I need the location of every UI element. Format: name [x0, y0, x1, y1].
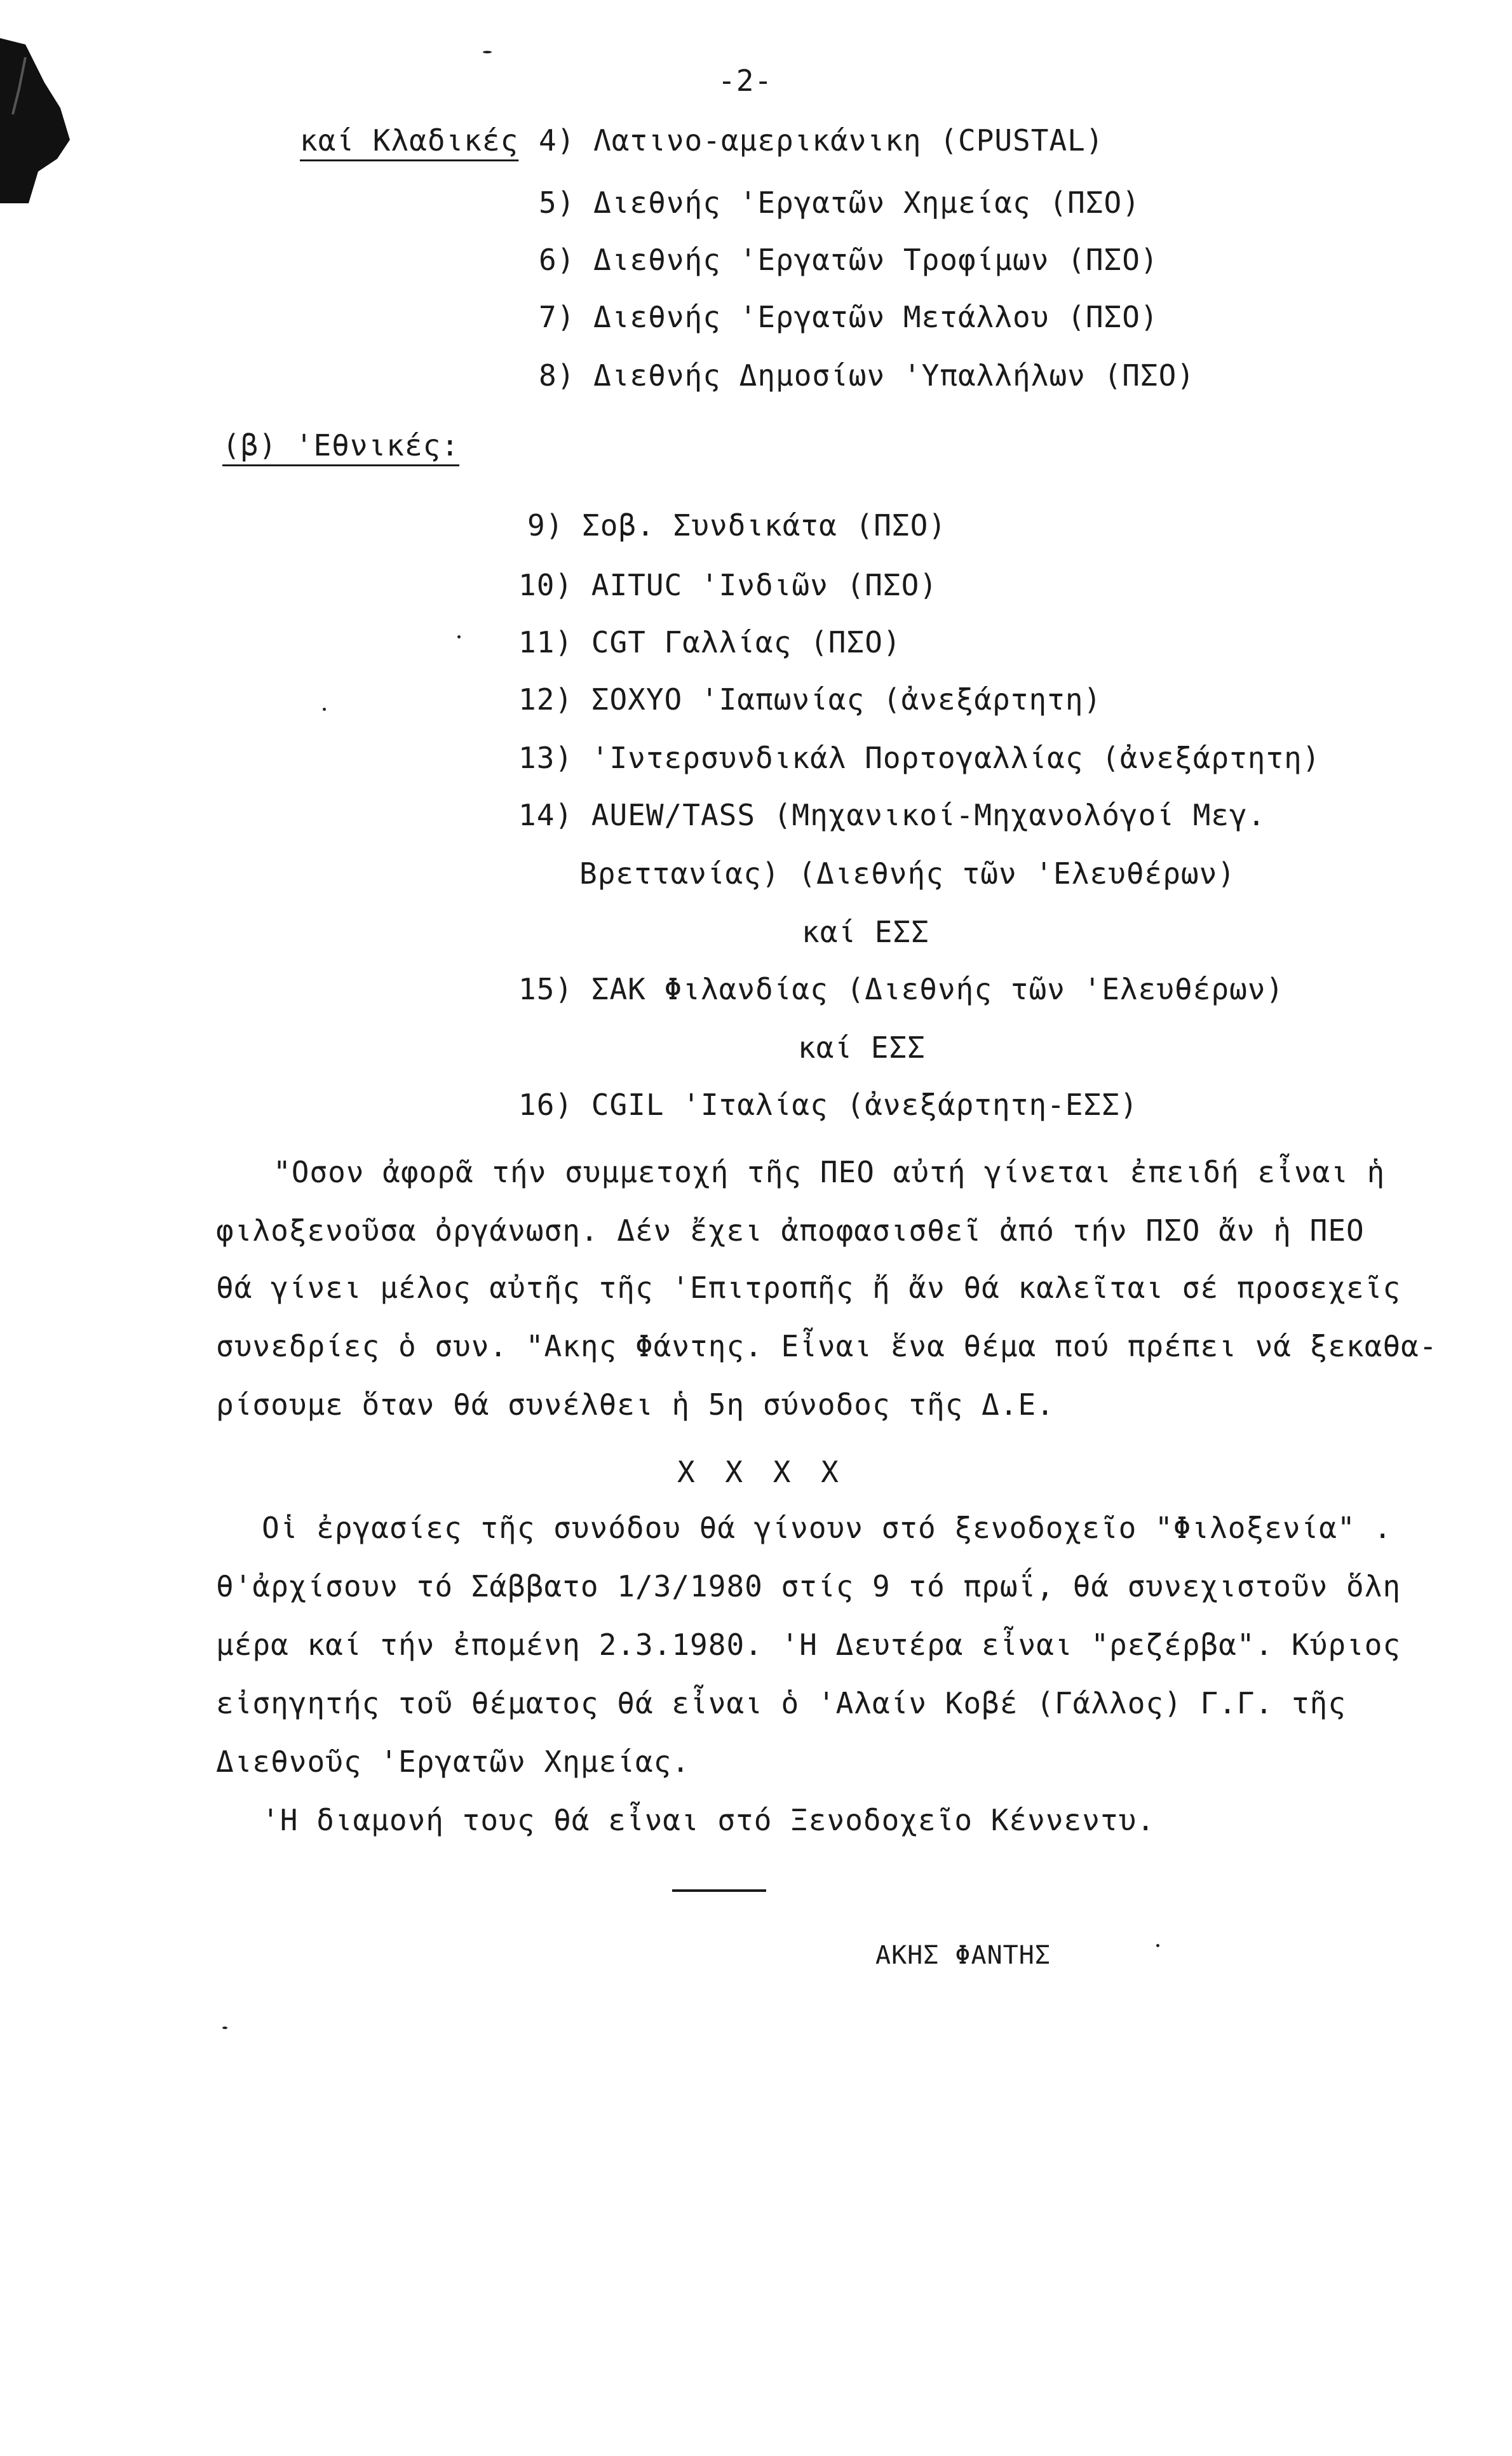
signature: ΑΚΗΣ ΦΑΝΤΗΣ [875, 1941, 1051, 1970]
paragraph-line: "Οσον ἀφορᾶ τήν συμμετοχή τῆς ΠΕΟ αὐτή γίνεται ἐπειδή εἶναι ἡ [273, 1155, 1386, 1189]
list-item-continuation: Βρεττανίας) (Διεθνής τῶν 'Ελευθέρων) [579, 856, 1236, 891]
torn-edge-mark [0, 38, 76, 203]
paragraph-line: 'Η διαμονή τους θά εἶναι στό Ξενοδοχεῖο Κέννεντυ. [262, 1803, 1156, 1837]
scan-speck [1156, 1944, 1159, 1947]
list-item: 11) CGT Γαλλίας (ΠΣΟ) [518, 625, 901, 659]
list-item: 5) Διεθνής 'Εργατῶν Χημείας (ΠΣΟ) [539, 186, 1140, 220]
list-item: 14) AUEW/TASS (Μηχανικοί-Μηχανολόγοί Μεγ. [518, 798, 1266, 832]
scan-speck [323, 708, 326, 711]
list-item-continuation: καί ΕΣΣ [802, 915, 929, 949]
list-item: 13) 'Ιντερσυνδικάλ Πορτογαλλίας (ἀνεξάρτητη) [518, 741, 1321, 775]
paragraph-line: θ'ἀρχίσουν τό Σάββατο 1/3/1980 στίς 9 τό πρωΐ, θά συνεχιστοῦν ὅλη [216, 1569, 1401, 1603]
list-item: 9) Σοβ. Συνδικάτα (ΠΣΟ) [527, 508, 947, 543]
list-item: 16) CGIL 'Ιταλίας (ἀνεξάρτητη-ΕΣΣ) [518, 1088, 1138, 1122]
paragraph-line: φιλοξενοῦσα ὀργάνωση. Δέν ἔχει ἀποφασισθεῖ ἀπό τήν ΠΣΟ ἄν ἡ ΠΕΟ [216, 1213, 1365, 1248]
section-a-heading: καί Κλαδικές [300, 123, 519, 158]
paragraph-line: θά γίνει μέλος αὐτῆς τῆς 'Επιτροπῆς ἤ ἄν θά καλεῖται σέ προσεχεῖς [216, 1271, 1401, 1305]
list-item: 4) Λατινο-αμερικάνικη (CPUSTAL) [539, 123, 1104, 158]
scan-speck [457, 635, 461, 638]
scan-speck [483, 51, 492, 53]
list-item: 7) Διεθνής 'Εργατῶν Μετάλλου (ΠΣΟ) [539, 300, 1159, 334]
paragraph-line: Διεθνοῦς 'Εργατῶν Χημείας. [216, 1744, 691, 1779]
list-item-continuation: καί ΕΣΣ [798, 1030, 926, 1065]
list-item: 15) ΣΑΚ Φιλανδίας (Διεθνής τῶν 'Ελευθέρων) [518, 972, 1285, 1006]
list-item: 8) Διεθνής Δημοσίων 'Υπαλλήλων (ΠΣΟ) [539, 358, 1195, 393]
scan-speck [222, 2027, 227, 2029]
paragraph-line: Οἱ ἐργασίες τῆς συνόδου θά γίνουν στό ξενοδοχεῖο "Φιλοξενία" . [262, 1511, 1393, 1545]
paragraph-line: ρίσουμε ὅταν θά συνέλθει ἡ 5η σύνοδος τῆς Δ.Ε. [216, 1387, 1055, 1422]
closing-rule [672, 1889, 766, 1892]
list-item: 12) ΣΟΧΥΟ 'Ιαπωνίας (ἀνεξάρτητη) [518, 682, 1102, 717]
section-separator: Χ Χ Χ Χ [677, 1455, 845, 1489]
paragraph-line: εἰσηγητής τοῦ θέματος θά εἶναι ὁ 'Αλαίν Κοβέ (Γάλλος) Γ.Γ. τῆς [216, 1686, 1347, 1720]
list-item: 10) AITUC 'Ινδιῶν (ΠΣΟ) [518, 568, 938, 602]
paragraph-line: μέρα καί τήν ἐπομένη 2.3.1980. 'Η Δευτέρα εἶναι "ρεζέρβα". Κύριος [216, 1628, 1401, 1662]
paragraph-line: συνεδρίες ὁ συν. "Ακης Φάντης. Εἶναι ἕνα θέμα πού πρέπει νά ξεκαθα- [216, 1329, 1438, 1363]
list-item: 6) Διεθνής 'Εργατῶν Τροφίμων (ΠΣΟ) [539, 243, 1159, 277]
page-number: -2- [718, 64, 773, 98]
section-b-heading: (β) 'Εθνικές: [222, 428, 460, 462]
